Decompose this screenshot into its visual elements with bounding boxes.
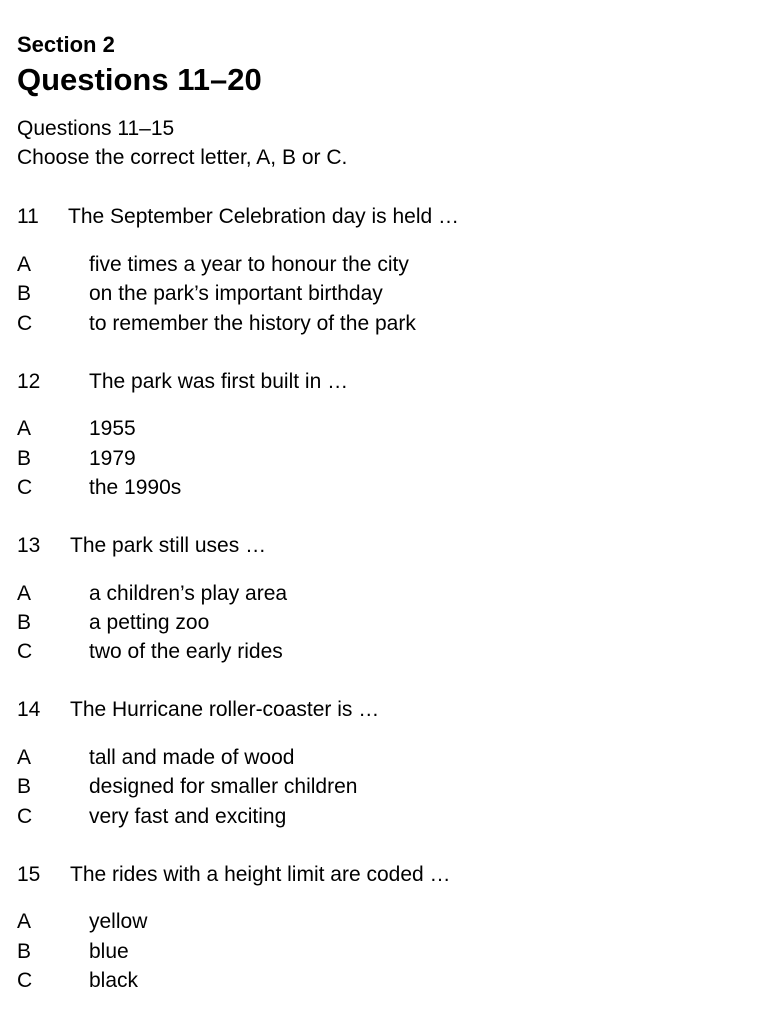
option-letter: A — [17, 910, 32, 933]
option-text: the 1990s — [89, 476, 182, 499]
option-text: five times a year to honour the city — [89, 253, 409, 276]
question-number: 12 — [17, 370, 41, 393]
option-text: to remember the history of the park — [89, 312, 416, 335]
option-letter: C — [17, 640, 33, 663]
question-text: The park still uses … — [70, 534, 267, 557]
option-letter: C — [17, 476, 33, 499]
option-text: blue — [89, 940, 129, 963]
option-letter: C — [17, 312, 33, 335]
option-text: on the park’s important birthday — [89, 282, 383, 305]
section-label: Section 2 — [17, 32, 115, 57]
question-number: 13 — [17, 534, 41, 557]
question-number: 11 — [17, 205, 39, 228]
option-letter: A — [17, 417, 32, 440]
question-text: The rides with a height limit are coded … — [70, 863, 451, 886]
page-title: Questions 11–20 — [17, 62, 262, 97]
option-letter: B — [17, 611, 32, 634]
instructions-text: Choose the correct letter, A, B or C. — [17, 146, 348, 169]
option-letter: B — [17, 940, 32, 963]
option-letter: A — [17, 253, 32, 276]
question-text: The Hurricane roller-coaster is … — [70, 698, 380, 721]
option-text: a children’s play area — [89, 582, 288, 605]
instructions-range: Questions 11–15 — [17, 117, 175, 140]
option-text: yellow — [89, 910, 148, 933]
option-letter: C — [17, 969, 33, 992]
option-letter: B — [17, 775, 32, 798]
option-letter: B — [17, 447, 32, 470]
option-text: tall and made of wood — [89, 746, 295, 769]
option-text: black — [89, 969, 139, 992]
option-text: designed for smaller children — [89, 775, 358, 798]
option-letter: A — [17, 746, 32, 769]
question-text: The September Celebration day is held … — [68, 205, 460, 228]
question-text: The park was first built in … — [89, 370, 349, 393]
option-letter: C — [17, 805, 33, 828]
option-text: 1979 — [89, 447, 136, 470]
option-letter: A — [17, 582, 32, 605]
question-number: 15 — [17, 863, 41, 886]
question-number: 14 — [17, 698, 41, 721]
option-text: very fast and exciting — [89, 805, 287, 828]
option-letter: B — [17, 282, 32, 305]
option-text: two of the early rides — [89, 640, 283, 663]
option-text: 1955 — [89, 417, 136, 440]
option-text: a petting zoo — [89, 611, 210, 634]
